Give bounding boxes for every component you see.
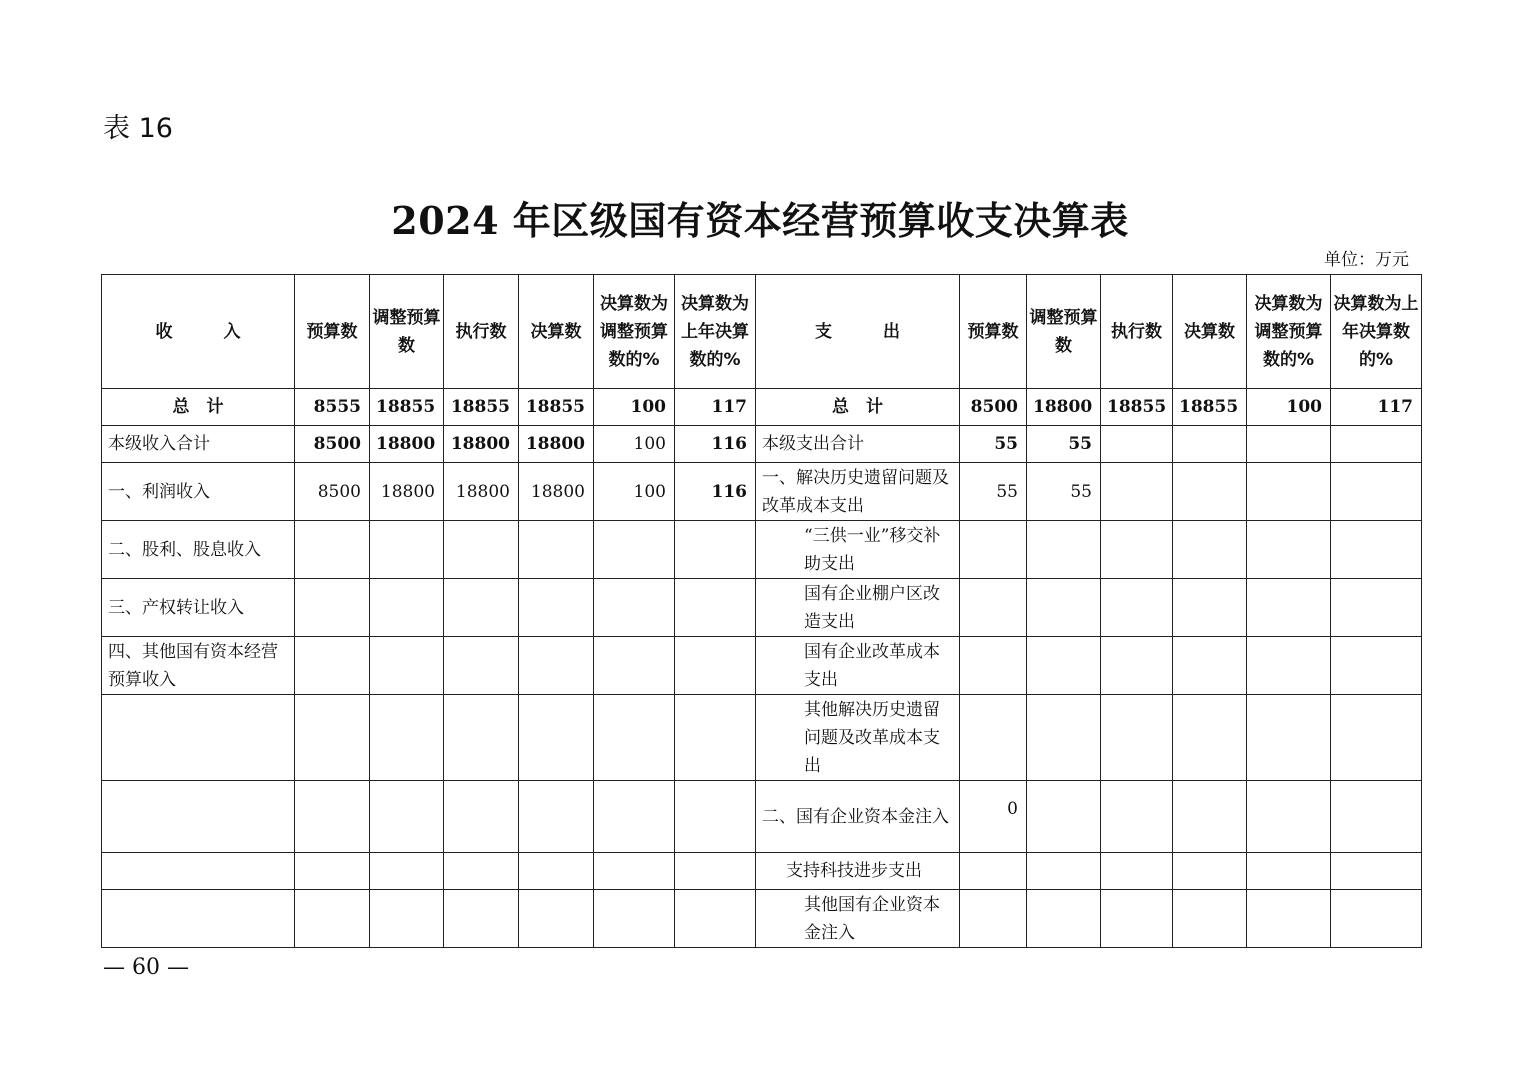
expense-budget — [960, 890, 1027, 948]
expense-adjusted — [1027, 781, 1101, 853]
expense-executed — [1101, 781, 1173, 853]
income-executed — [444, 637, 519, 695]
expense-pct-last — [1331, 695, 1422, 781]
expense-adjusted — [1027, 637, 1101, 695]
header-row — [102, 275, 1422, 389]
income-budget: 8555 — [295, 389, 370, 426]
expense-final — [1173, 463, 1247, 521]
expense-label: 支持科技进步支出 — [756, 853, 960, 890]
income-budget: 8500 — [295, 463, 370, 521]
page-number: — 60 — — [103, 955, 189, 980]
expense-pct-adj — [1247, 695, 1331, 781]
income-label: 三、产权转让收入 — [102, 579, 295, 637]
income-final: 18855 — [519, 389, 594, 426]
expense-final — [1173, 853, 1247, 890]
income-pct-last — [675, 781, 756, 853]
income-final — [519, 579, 594, 637]
income-budget — [295, 853, 370, 890]
income-budget — [295, 579, 370, 637]
expense-executed — [1101, 637, 1173, 695]
table-row-total — [102, 389, 1422, 426]
expense-pct-last — [1331, 637, 1422, 695]
expense-budget: 55 — [960, 426, 1027, 463]
income-label: 一、利润收入 — [102, 463, 295, 521]
expense-pct-adj: 100 — [1247, 389, 1331, 426]
income-final — [519, 853, 594, 890]
income-label — [102, 890, 295, 948]
expense-budget — [960, 695, 1027, 781]
income-pct-adj — [594, 781, 675, 853]
income-final: 18800 — [519, 463, 594, 521]
income-pct-adj: 100 — [594, 463, 675, 521]
header-income: 收 入 — [102, 275, 295, 389]
expense-budget: 55 — [960, 463, 1027, 521]
income-final — [519, 781, 594, 853]
income-adjusted: 18855 — [370, 389, 444, 426]
income-pct-adj — [594, 521, 675, 579]
table-row — [102, 463, 1422, 521]
expense-executed — [1101, 521, 1173, 579]
header-pct-last-year: 决算数为上年决算数的% — [675, 275, 756, 389]
income-budget: 8500 — [295, 426, 370, 463]
income-pct-last — [675, 853, 756, 890]
table-row — [102, 521, 1422, 579]
expense-budget — [960, 853, 1027, 890]
income-label: 总 计 — [102, 389, 295, 426]
expense-budget — [960, 637, 1027, 695]
income-label — [102, 853, 295, 890]
expense-pct-adj — [1247, 579, 1331, 637]
expense-final — [1173, 890, 1247, 948]
income-adjusted — [370, 781, 444, 853]
header-final: 决算数 — [1173, 275, 1247, 389]
expense-label: 国有企业改革成本支出 — [756, 637, 960, 695]
income-final — [519, 521, 594, 579]
table-label: 表 16 — [103, 113, 173, 144]
income-final — [519, 695, 594, 781]
income-final: 18800 — [519, 426, 594, 463]
expense-executed: 18855 — [1101, 389, 1173, 426]
page-title: 2024 年区级国有资本经营预算收支决算表 — [391, 198, 1129, 243]
income-label: 本级收入合计 — [102, 426, 295, 463]
income-adjusted — [370, 890, 444, 948]
header-adjusted-budget: 调整预算数 — [370, 275, 444, 389]
income-pct-last — [675, 890, 756, 948]
expense-executed — [1101, 463, 1173, 521]
expense-budget — [960, 579, 1027, 637]
income-adjusted: 18800 — [370, 463, 444, 521]
income-pct-last: 116 — [675, 463, 756, 521]
expense-adjusted: 55 — [1027, 426, 1101, 463]
expense-label: 二、国有企业资本金注入 — [756, 781, 960, 853]
income-label: 四、其他国有资本经营预算收入 — [102, 637, 295, 695]
table-row — [102, 637, 1422, 695]
income-pct-adj — [594, 695, 675, 781]
table-row — [102, 426, 1422, 463]
header-adjusted-budget: 调整预算数 — [1027, 275, 1101, 389]
expense-label: 国有企业棚户区改造支出 — [756, 579, 960, 637]
expense-label: 本级支出合计 — [756, 426, 960, 463]
header-pct-adjusted: 决算数为调整预算数的% — [594, 275, 675, 389]
table-row — [102, 695, 1422, 781]
expense-final — [1173, 637, 1247, 695]
header-budget: 预算数 — [960, 275, 1027, 389]
table-row — [102, 579, 1422, 637]
expense-budget — [960, 521, 1027, 579]
expense-adjusted: 55 — [1027, 463, 1101, 521]
header-pct-adjusted: 决算数为调整预算数的% — [1247, 275, 1331, 389]
income-label — [102, 781, 295, 853]
income-budget — [295, 521, 370, 579]
income-pct-adj — [594, 637, 675, 695]
income-pct-adj: 100 — [594, 389, 675, 426]
income-adjusted — [370, 695, 444, 781]
income-budget — [295, 781, 370, 853]
income-budget — [295, 637, 370, 695]
expense-final — [1173, 521, 1247, 579]
expense-pct-last — [1331, 463, 1422, 521]
income-executed — [444, 890, 519, 948]
expense-executed — [1101, 695, 1173, 781]
income-label — [102, 695, 295, 781]
expense-pct-last — [1331, 853, 1422, 890]
expense-pct-adj — [1247, 463, 1331, 521]
expense-final — [1173, 426, 1247, 463]
income-executed: 18800 — [444, 426, 519, 463]
income-budget — [295, 890, 370, 948]
table-row — [102, 890, 1422, 948]
income-adjusted — [370, 637, 444, 695]
expense-pct-adj — [1247, 521, 1331, 579]
header-executed: 执行数 — [1101, 275, 1173, 389]
expense-pct-adj — [1247, 426, 1331, 463]
income-pct-adj — [594, 853, 675, 890]
expense-adjusted — [1027, 853, 1101, 890]
expense-adjusted — [1027, 890, 1101, 948]
income-pct-adj — [594, 579, 675, 637]
expense-executed — [1101, 853, 1173, 890]
income-executed: 18800 — [444, 463, 519, 521]
expense-pct-last — [1331, 426, 1422, 463]
income-executed — [444, 853, 519, 890]
expense-final: 18855 — [1173, 389, 1247, 426]
expense-executed — [1101, 579, 1173, 637]
income-final — [519, 637, 594, 695]
income-executed: 18855 — [444, 389, 519, 426]
expense-final — [1173, 781, 1247, 853]
expense-budget: 8500 — [960, 389, 1027, 426]
expense-pct-adj — [1247, 853, 1331, 890]
header-budget: 预算数 — [295, 275, 370, 389]
header-final: 决算数 — [519, 275, 594, 389]
income-pct-last — [675, 637, 756, 695]
income-adjusted — [370, 579, 444, 637]
income-adjusted: 18800 — [370, 426, 444, 463]
expense-pct-adj — [1247, 890, 1331, 948]
income-pct-adj: 100 — [594, 426, 675, 463]
expense-label: 总 计 — [756, 389, 960, 426]
expense-pct-last — [1331, 579, 1422, 637]
expense-pct-last — [1331, 521, 1422, 579]
income-budget — [295, 695, 370, 781]
expense-budget: 0 — [960, 781, 1027, 853]
income-pct-last: 116 — [675, 426, 756, 463]
expense-adjusted: 18800 — [1027, 389, 1101, 426]
expense-pct-last: 117 — [1331, 389, 1422, 426]
expense-label: “三供一业”移交补助支出 — [756, 521, 960, 579]
expense-final — [1173, 579, 1247, 637]
income-pct-last — [675, 695, 756, 781]
income-pct-last: 117 — [675, 389, 756, 426]
header-expense: 支 出 — [756, 275, 960, 389]
expense-pct-last — [1331, 781, 1422, 853]
table-row — [102, 853, 1422, 890]
income-executed — [444, 579, 519, 637]
expense-pct-adj — [1247, 637, 1331, 695]
expense-pct-last — [1331, 890, 1422, 948]
expense-adjusted — [1027, 695, 1101, 781]
income-adjusted — [370, 521, 444, 579]
header-pct-last-year: 决算数为上年决算数的% — [1331, 275, 1422, 389]
expense-adjusted — [1027, 579, 1101, 637]
income-pct-last — [675, 579, 756, 637]
expense-executed — [1101, 426, 1173, 463]
income-pct-adj — [594, 890, 675, 948]
income-executed — [444, 781, 519, 853]
expense-final — [1173, 695, 1247, 781]
income-executed — [444, 695, 519, 781]
income-pct-last — [675, 521, 756, 579]
expense-executed — [1101, 890, 1173, 948]
expense-adjusted — [1027, 521, 1101, 579]
header-executed: 执行数 — [444, 275, 519, 389]
expense-label: 一、解决历史遗留问题及改革成本支出 — [756, 463, 960, 521]
income-executed — [444, 521, 519, 579]
expense-pct-adj — [1247, 781, 1331, 853]
table-row — [102, 781, 1422, 853]
income-adjusted — [370, 853, 444, 890]
income-final — [519, 890, 594, 948]
unit-label: 单位：万元 — [1324, 250, 1409, 270]
expense-label: 其他解决历史遗留问题及改革成本支出 — [756, 695, 960, 781]
budget-table — [101, 274, 1422, 948]
income-label: 二、股利、股息收入 — [102, 521, 295, 579]
expense-label: 其他国有企业资本金注入 — [756, 890, 960, 948]
